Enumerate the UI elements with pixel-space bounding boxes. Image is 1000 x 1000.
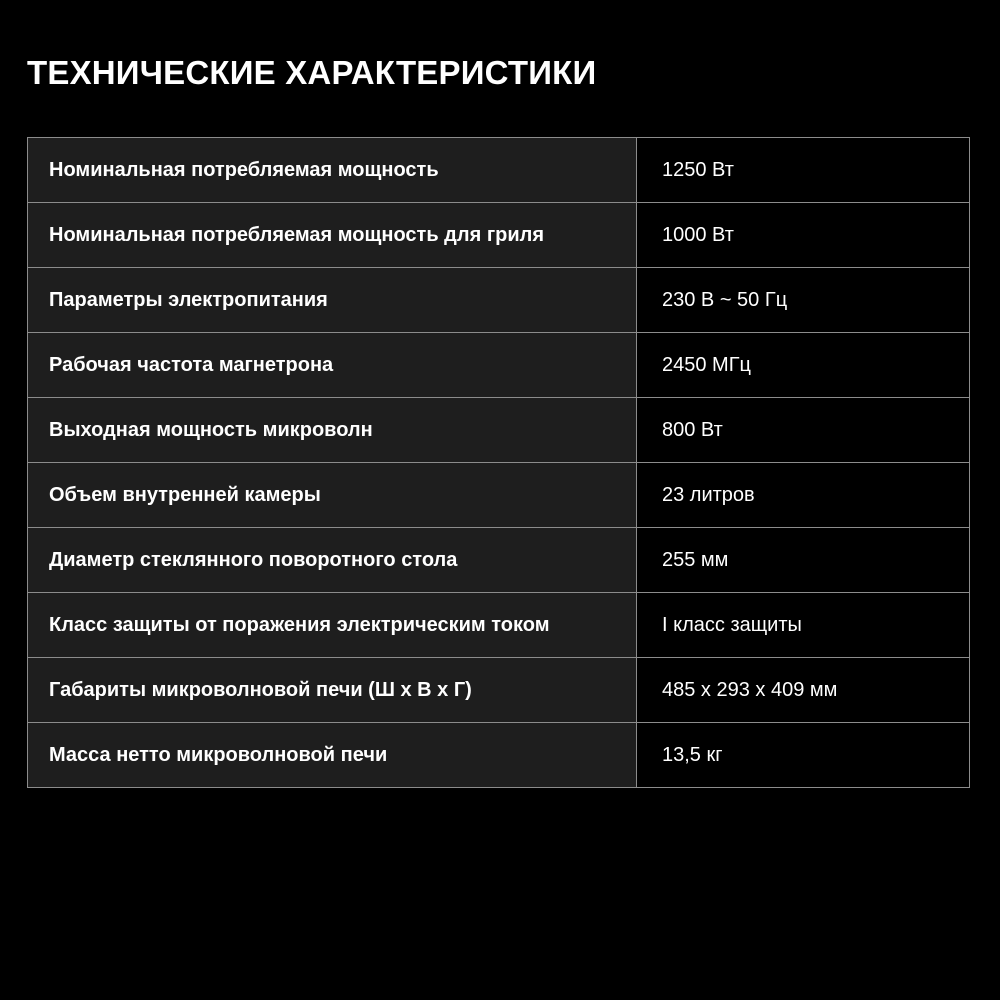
- table-row: [28, 528, 970, 593]
- spec-value: 230 В ~ 50 Гц: [637, 268, 970, 333]
- spec-label: Номинальная потребляемая мощность: [28, 138, 637, 203]
- table-row: [28, 138, 970, 203]
- table-row: [28, 463, 970, 528]
- spec-value: 1000 Вт: [637, 203, 970, 268]
- spec-label: Выходная мощность микроволн: [28, 398, 637, 463]
- spec-value: 2450 МГц: [637, 333, 970, 398]
- table-row: [28, 333, 970, 398]
- table-row: [28, 268, 970, 333]
- spec-label: Номинальная потребляемая мощность для гриля: [28, 203, 637, 268]
- page-title: ТЕХНИЧЕСКИЕ ХАРАКТЕРИСТИКИ: [27, 54, 597, 91]
- spec-label: Масса нетто микроволновой печи: [28, 723, 637, 788]
- table-row: [28, 593, 970, 658]
- spec-value: 485 х 293 х 409 мм: [637, 658, 970, 723]
- spec-label: Класс защиты от поражения электрическим током: [28, 593, 637, 658]
- spec-label: Диаметр стеклянного поворотного стола: [28, 528, 637, 593]
- spec-label: Габариты микроволновой печи (Ш х В х Г): [28, 658, 637, 723]
- spec-label: Параметры электропитания: [28, 268, 637, 333]
- table-row: [28, 203, 970, 268]
- spec-label: Рабочая частота магнетрона: [28, 333, 637, 398]
- table-row: [28, 658, 970, 723]
- spec-value: 23 литров: [637, 463, 970, 528]
- table-row: [28, 398, 970, 463]
- table-row: [28, 723, 970, 788]
- spec-value: 13,5 кг: [637, 723, 970, 788]
- spec-value: 1250 Вт: [637, 138, 970, 203]
- spec-value: 255 мм: [637, 528, 970, 593]
- spec-label: Объем внутренней камеры: [28, 463, 637, 528]
- specifications-table: [27, 137, 970, 788]
- spec-value: 800 Вт: [637, 398, 970, 463]
- spec-value: I класс защиты: [637, 593, 970, 658]
